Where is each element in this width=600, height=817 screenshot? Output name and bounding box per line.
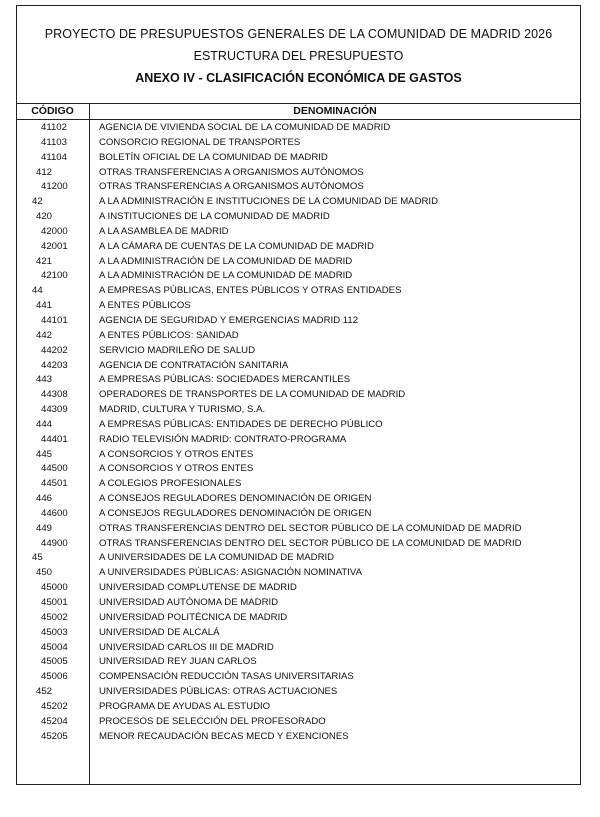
row-description: AGENCIA DE SEGURIDAD Y EMERGENCIAS MADRID 112 (99, 314, 359, 326)
row-code: 44 (32, 285, 43, 297)
row-code: 445 (36, 448, 53, 460)
row-description: A UNIVERSIDADES PÚBLICAS: ASIGNACIÓN NOMINATIVA (99, 567, 362, 579)
row-description: UNIVERSIDADES PÚBLICAS: OTRAS ACTUACIONES (99, 686, 338, 698)
table-row (16, 240, 581, 255)
table-row (16, 418, 581, 433)
table-row (16, 507, 581, 522)
row-code: 450 (36, 567, 53, 579)
row-code: 45000 (41, 582, 68, 594)
row-description: A CONSORCIOS Y OTROS ENTES (99, 463, 254, 475)
row-description: A COLEGIOS PROFESIONALES (99, 478, 242, 490)
row-description: UNIVERSIDAD DE ALCALÁ (99, 626, 220, 638)
row-code: 441 (36, 300, 53, 312)
row-code: 45003 (41, 626, 68, 638)
row-description: A LA ADMINISTRACIÓN E INSTITUCIONES DE LA COMUNIDAD DE MADRID (99, 196, 439, 208)
row-code: 44202 (41, 344, 68, 356)
row-code: 44203 (41, 359, 68, 371)
row-code: 44101 (41, 314, 68, 326)
table-row (16, 373, 581, 388)
row-description: A LA ADMINISTRACIÓN DE LA COMUNIDAD DE MADRID (99, 270, 353, 282)
row-code: 42001 (41, 240, 68, 252)
table-row (16, 448, 581, 463)
row-code: 41104 (41, 151, 67, 163)
row-code: 449 (36, 522, 53, 534)
row-description: AGENCIA DE CONTRATACIÓN SANITARIA (99, 359, 289, 371)
table-row (16, 359, 581, 374)
row-code: 41102 (41, 122, 67, 133)
row-code: 42000 (41, 225, 68, 237)
table-row (16, 670, 581, 685)
row-code: 41200 (41, 181, 68, 193)
table-row (16, 700, 581, 715)
row-description: A EMPRESAS PÚBLICAS, ENTES PÚBLICOS Y OTRAS ENTIDADES (99, 285, 402, 297)
row-description: A EMPRESAS PÚBLICAS: SOCIEDADES MERCANTILES (99, 374, 351, 386)
table-row (16, 314, 581, 329)
table-row (16, 225, 581, 240)
table-row (16, 611, 581, 626)
annex-title: ANEXO IV - CLASIFICACIÓN ECONÓMICA DE GASTOS (135, 71, 462, 85)
row-description: COMPENSACIÓN REDUCCIÓN TASAS UNIVERSITARIAS (99, 671, 354, 683)
table-row (16, 685, 581, 700)
row-description: OTRAS TRANSFERENCIAS DENTRO DEL SECTOR PÚBLICO DE LA COMUNIDAD DE MADRID (99, 537, 522, 549)
table-row (16, 255, 581, 270)
table-row (16, 388, 581, 403)
table-row (16, 151, 581, 166)
row-description: OTRAS TRANSFERENCIAS DENTRO DEL SECTOR PÚBLICO DE LA COMUNIDAD DE MADRID (99, 522, 522, 534)
row-description: A CONSEJOS REGULADORES DENOMINACIÓN DE ORIGEN (99, 493, 372, 505)
table-row (16, 730, 581, 745)
table-row (16, 195, 581, 210)
row-code: 420 (36, 211, 53, 223)
table-row (16, 329, 581, 344)
table-row (16, 284, 581, 299)
row-code: 45205 (41, 730, 68, 742)
row-description: BOLETÍN OFICIAL DE LA COMUNIDAD DE MADRID (99, 151, 328, 163)
row-code: 42 (32, 196, 43, 208)
row-code: 42100 (41, 270, 68, 282)
column-header-name: DENOMINACIÓN (293, 105, 377, 117)
table-row (16, 180, 581, 195)
row-description: A ENTES PÚBLICOS: SANIDAD (99, 329, 239, 341)
row-code: 452 (36, 686, 53, 698)
table-row (16, 626, 581, 641)
row-description: UNIVERSIDAD COMPLUTENSE DE MADRID (99, 582, 297, 594)
row-description: A CONSEJOS REGULADORES DENOMINACIÓN DE ORIGEN (99, 507, 372, 519)
row-code: 45001 (41, 597, 68, 608)
row-code: 44308 (41, 389, 68, 401)
row-code: 44401 (41, 433, 68, 445)
table-row (16, 462, 581, 477)
row-description: OTRAS TRANSFERENCIAS A ORGANISMOS AUTÓNOMOS (99, 181, 364, 193)
table-row (16, 596, 581, 611)
column-header-code: CÓDIGO (31, 105, 74, 117)
row-code: 45002 (41, 611, 68, 623)
table-row (16, 641, 581, 656)
row-code: 45202 (41, 700, 68, 712)
table-row (16, 344, 581, 359)
table-row (16, 537, 581, 552)
row-description: OTRAS TRANSFERENCIAS A ORGANISMOS AUTÓNOMOS (99, 166, 364, 178)
row-code: 444 (36, 418, 53, 430)
row-code: 44501 (41, 478, 68, 490)
row-description: A LA ASAMBLEA DE MADRID (99, 225, 229, 237)
row-code: 44900 (41, 537, 68, 549)
row-code: 44600 (41, 507, 68, 519)
row-description: MENOR RECAUDACIÓN BECAS MECD Y EXENCIONES (99, 730, 349, 742)
table-row (16, 522, 581, 537)
row-description: UNIVERSIDAD CARLOS III DE MADRID (99, 641, 274, 653)
row-description: PROCESOS DE SELECCIÓN DEL PROFESORADO (99, 715, 326, 727)
table-row (16, 715, 581, 730)
row-code: 44500 (41, 463, 68, 475)
table-row (16, 492, 581, 507)
document-subtitle: ESTRUCTURA DEL PRESUPUESTO (193, 49, 404, 63)
row-description: UNIVERSIDAD POLITÉCNICA DE MADRID (99, 611, 288, 623)
row-description: A UNIVERSIDADES DE LA COMUNIDAD DE MADRID (99, 552, 335, 564)
table-row (16, 655, 581, 670)
row-code: 44309 (41, 404, 68, 416)
row-description: A EMPRESAS PÚBLICAS: ENTIDADES DE DERECHO PÚBLICO (99, 418, 383, 430)
table-row (16, 566, 581, 581)
table-row (16, 551, 581, 566)
row-description: RADIO TELEVISIÓN MADRID: CONTRATO-PROGRAMA (99, 433, 347, 445)
table-row (16, 433, 581, 448)
table-row (16, 121, 581, 136)
row-code: 45004 (41, 641, 68, 653)
row-description: A LA CÁMARA DE CUENTAS DE LA COMUNIDAD DE MADRID (99, 240, 374, 252)
row-description: CONSORCIO REGIONAL DE TRANSPORTES (99, 136, 301, 148)
row-code: 45204 (41, 715, 68, 727)
row-description: OPERADORES DE TRANSPORTES DE LA COMUNIDAD DE MADRID (99, 389, 406, 401)
table-row (16, 136, 581, 151)
row-code: 446 (36, 493, 53, 505)
row-code: 412 (36, 166, 53, 178)
row-code: 442 (36, 329, 53, 341)
table-row (16, 299, 581, 314)
table-row (16, 403, 581, 418)
table-row (16, 269, 581, 284)
row-description: MADRID, CULTURA Y TURISMO, S.A. (99, 404, 266, 416)
row-description: A LA ADMINISTRACIÓN DE LA COMUNIDAD DE MADRID (99, 255, 353, 267)
row-code: 45 (32, 552, 43, 564)
table-row (16, 477, 581, 492)
document-title: PROYECTO DE PRESUPUESTOS GENERALES DE LA COMUNIDAD DE MADRID 2026 (44, 27, 553, 41)
row-description: UNIVERSIDAD AUTÓNOMA DE MADRID (99, 597, 279, 608)
table-header (16, 103, 581, 120)
row-description: SERVICIO MADRILEÑO DE SALUD (99, 344, 256, 356)
row-code: 45006 (41, 671, 68, 683)
table-row (16, 166, 581, 181)
row-code: 45005 (41, 656, 68, 668)
row-code: 421 (36, 255, 53, 267)
table-row (16, 581, 581, 596)
row-code: 443 (36, 374, 53, 386)
table-body (16, 121, 581, 744)
row-description: A CONSORCIOS Y OTROS ENTES (99, 448, 254, 460)
row-description: UNIVERSIDAD REY JUAN CARLOS (99, 656, 257, 668)
table-row (16, 210, 581, 225)
row-code: 41103 (41, 136, 67, 148)
row-description: A ENTES PÚBLICOS (99, 300, 191, 312)
row-description: A INSTITUCIONES DE LA COMUNIDAD DE MADRID (99, 211, 330, 223)
row-description: PROGRAMA DE AYUDAS AL ESTUDIO (99, 700, 271, 712)
row-description: AGENCIA DE VIVIENDA SOCIAL DE LA COMUNIDAD DE MADRID (99, 122, 391, 133)
